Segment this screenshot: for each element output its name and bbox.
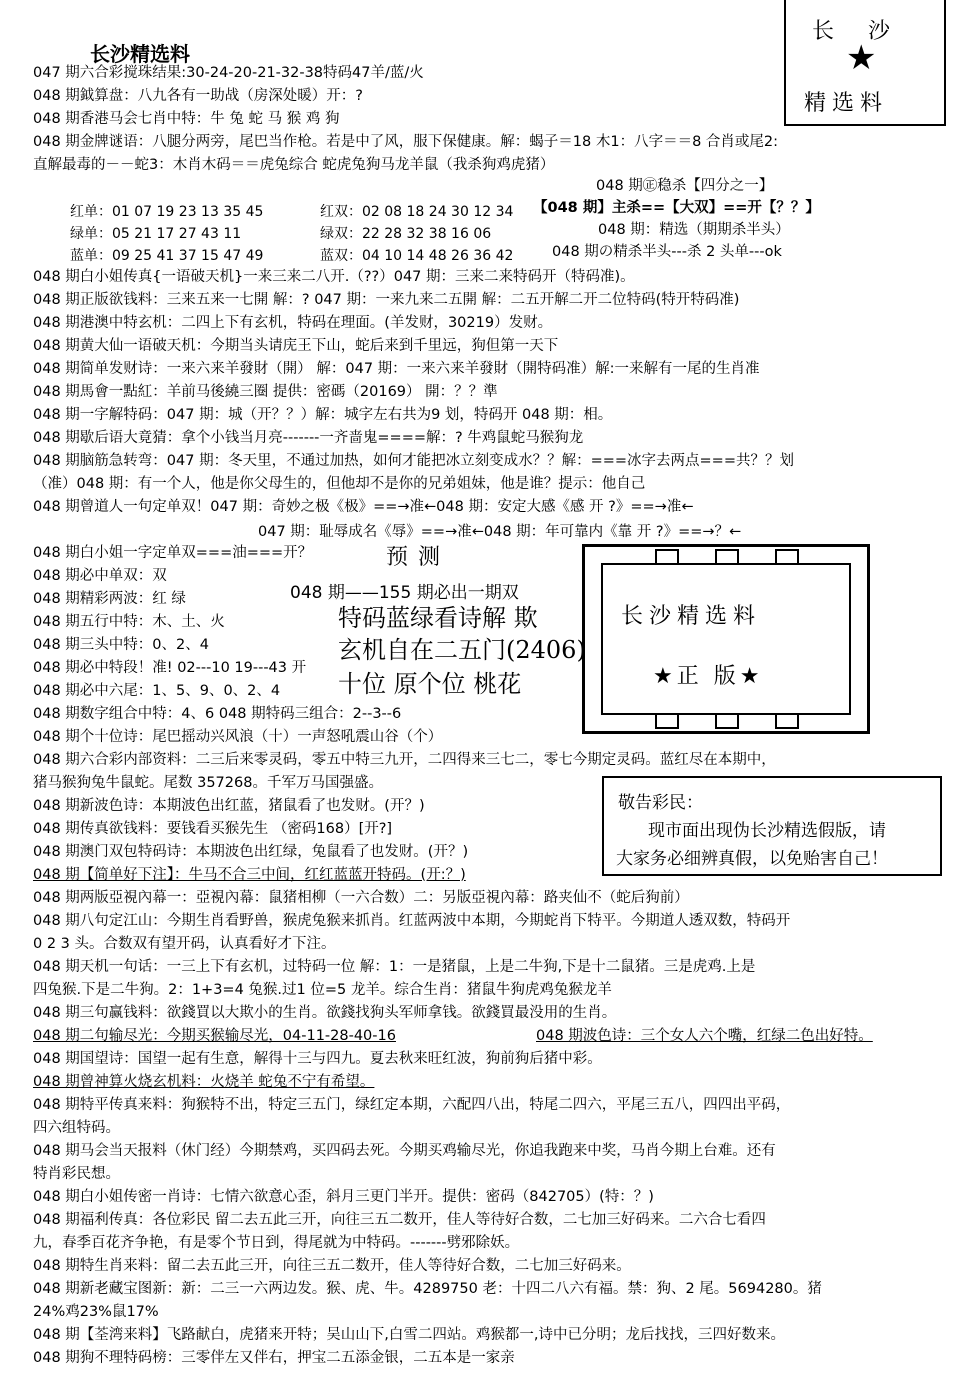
text-line: （准）048 期：有一个人，他是你父母生的，但他却不是你的兄弟姐妹，他是谁？提示：他自己: [33, 476, 646, 492]
logo-line-3: 精选料: [804, 91, 889, 116]
text-line: 048 期天机一句话：一三上下有玄机，过特码一位 解：1：一是猪鼠，上是二牛狗,下是十二鼠猪。三是虎鸡.上是: [33, 959, 756, 975]
prediction-line: 十位 原个位 桃花: [338, 670, 522, 698]
notice-box: [602, 776, 942, 876]
text-line: 048 期五行中特：木、土、火: [33, 614, 225, 630]
text-line: 048 期福利传真：各位彩民 留二去五此三开，向往三五二数开，佳人等待好合数，二七加三好码来。二六合七看四: [33, 1212, 766, 1228]
text-line: 048 期一字解特码：047 期：城（开？？）解：城字左右共为9 划，特码开 048 期：相。: [33, 407, 613, 423]
text-line: 048 期必中单双：双: [33, 568, 167, 584]
side-note: 048 期の精杀半头---杀 2 头单---ok: [552, 244, 782, 260]
side-note: 【048 期】主杀==【大双】==开【？？】: [533, 200, 820, 216]
text-line: 048 期两版亞視內幕一：亞視內幕：鼠猪相柳（一六合数）二：另版亞視內幕：路夹仙不（蛇后狗前）: [33, 890, 689, 906]
text-line: 048 期简单发财诗：一来六来羊發財（開） 解：047 期：一来六来羊發財（開特码准）解:一来解有一尾的生肖准: [33, 361, 760, 377]
edition-frame: [582, 544, 870, 734]
text-line: 四六组特码。: [33, 1120, 120, 1136]
notice-text: 大家务必细辨真假，以免贻害自己！: [616, 849, 888, 869]
text-line: 048 期澳门双包特码诗：本期波色出红绿，兔鼠看了也发财。(开？): [33, 844, 469, 860]
text-line: 猪马猴狗兔牛鼠蛇。尾数 357268。千军万马国强盛。: [33, 775, 383, 791]
text-line: 048 期港澳中特玄机：二四上下有玄机，特码在理面。(羊发财，30219）发财。: [33, 315, 553, 331]
text-line: 048 期新波色诗：本期波色出红蓝，猪鼠看了也发财。(开？): [33, 798, 425, 814]
text-line: 24%鸡23%鼠17%: [33, 1304, 159, 1320]
text-line: 048 期正版欲钱料：三来五来一七開 解：? 047 期：一来九来二五開 解：二五开解二开二位特码(特开特码准): [33, 292, 740, 308]
text-line: 048 期新老藏宝图新：新：二三一六两边发。猴、虎、牛。4289750 老：十四二八六有福。禁：狗、2 尾。5694280。猪: [33, 1281, 822, 1297]
text-line: 九，春季百花齐争艳，有是零个节日到，得尾就为中特码。-------劈邪除妖。: [33, 1235, 520, 1251]
text-line: 048 期精彩两波：红 绿: [33, 591, 186, 607]
text-line: 048 期白小姐传密一肖诗：七情六欲意心歪，斜月三更门半开。提供：密码（842705）(特：？): [33, 1189, 654, 1205]
text-line: 048 期六合彩内部资料：二三后来零灵码，零五中特三九开，二四得来三七二，零七今期定灵码。蓝红尽在本期中，: [33, 752, 776, 768]
text-line: 048 期波色诗：三个女人六个嘴，红绿二色出好特。: [536, 1028, 873, 1044]
logo-box: [784, 0, 946, 126]
text-line: 048 期个十位诗：尾巴摇动兴风浪（十）一声怒吼震山谷（个）: [33, 729, 443, 745]
prediction-line: 玄机自在二五门(2406): [338, 636, 586, 664]
text-line: 048 期曾道人一句定单双！047 期：奇妙之极《极》==→准←048 期：安定大感《感 开 ?》==→准←: [33, 499, 694, 515]
text-line: 048 期特平传真来料：狗猴特不出，特定三五门，绿红定本期，六配四八出，特尾二四六，平尾三五八，四四出平码，: [33, 1097, 791, 1113]
text-line: 048 期黄大仙一语破天机：今期当头请庑王下山，蛇后来到千里远，狗但第一天下: [33, 338, 559, 354]
code-row: 绿双：22 28 32 38 16 06: [320, 226, 492, 242]
text-line: 048 期歇后语大竟猜：拿个小钱当月亮-------一齐啬鬼====解：? 牛鸡鼠蛇马猴狗龙: [33, 430, 584, 446]
text-line: 四兔猴.下是二牛狗。2：1+3=4 兔猴.过1 位=5 龙羊。综合生肖：猪鼠牛狗虎鸡兔猴龙羊: [33, 982, 612, 998]
text-line: 048 期金牌谜语：八腿分两旁，尾巴当作枪。若是中了风，服下保健康。解：蝎子＝18 木1：八字＝＝8 合肖或尾2:: [33, 134, 779, 150]
text-line: 048 期香港马会七肖中特：牛 兔 蛇 马 猴 鸡 狗: [33, 111, 340, 127]
text-line: 048 期马会当天报料（休门经）今期禁鸡，买四码去死。今期买鸡输尽光，你追我跑来中奖，马肖今期上台难。还有: [33, 1143, 776, 1159]
text-line: 048 期馬會一點紅：羊前马後繞三圈 提供：密碼（20169） 開：？？準: [33, 384, 498, 400]
code-row: 蓝双：04 10 14 48 26 36 42: [320, 248, 514, 264]
notice-text: 现市面出现伪长沙精选假版，请: [648, 821, 886, 841]
text-line: 048 期必中特段！准! 02---10 19---43 开: [33, 660, 307, 676]
text-line: 048 期狗不理特码榜：三零伴左又伴右，押宝二五添金银，二五本是一家亲: [33, 1350, 515, 1366]
text-line: 047 期六合彩搅珠结果:30-24-20-21-32-38特码47羊/蓝/火: [33, 65, 424, 81]
logo-line-1: 长沙: [812, 19, 925, 44]
text-line: 0 2 3 头。合数双有望开码，认真看好才下注。: [33, 936, 336, 952]
text-line: 048 期白小姐一字定单双===油===开？: [33, 545, 313, 561]
text-line: 048 期白小姐传真{一语破天机}一来三来二八开.（??）047 期：三来二来特码开（特码准)。: [33, 269, 635, 285]
code-row: 蓝单：09 25 41 37 15 47 49: [70, 248, 264, 264]
text-line: 048 期三头中特：0、2、4: [33, 637, 209, 653]
text-line: 048 期必中六尾：1、5、9、0、2、4: [33, 683, 281, 699]
code-row: 红单：01 07 19 23 13 35 45: [70, 204, 264, 220]
text-line: 048 期脑筋急转弯：047 期：冬天里，不通过加热，如何才能把冰立刻变成水？？解：===冰字去两点===共？？划: [33, 453, 794, 469]
text-line: 048 期二句输尽光：今期买猴输尽光，04-11-28-40-16: [33, 1028, 396, 1044]
code-row: 绿单：05 21 17 27 43 11: [70, 226, 242, 242]
text-line: 048 期数字组合中特：4、6 048 期特码三组合：2--3--6: [33, 706, 402, 722]
prediction-title: 预测: [386, 545, 451, 570]
star-icon: ★: [846, 38, 877, 78]
text-line: 048 期鉞算盘：八九各有一助战（房深处暖）开：?: [33, 88, 363, 104]
text-line: 048 期【简单好下注】：牛马不合三中间，红红蓝蓝开特码。(开:？): [33, 867, 466, 883]
text-line: 直解最毒的－－蛇3：木肖木码＝＝虎兔综合 蛇虎兔狗马龙羊鼠（我杀狗鸡虎猪）: [33, 157, 555, 173]
text-line: 048 期三句赢钱料：欲錢買以大欺小的生肖。欲錢找狗头军师拿钱。欲錢買最没用的生肖。: [33, 1005, 617, 1021]
frame-edition: ★正 版★: [653, 664, 764, 689]
frame-title: 长沙精选料: [621, 604, 762, 629]
text-line: 047 期：耻辱成名《辱》==→准←048 期：年可靠内《靠 开 ?》==→？←: [258, 524, 742, 540]
text-line: 048 期【荃湾来料】飞路献白，虎猪来开特；吴山山下,白雪二四站。鸡猴都一,诗中已分明；龙后找找，三四好数来。: [33, 1327, 785, 1343]
text-line: 048 期特生肖来料：留二去五此三开，向往三五二数开，佳人等待好合数，二七加三好码来。: [33, 1258, 631, 1274]
text-line: 048 期国望诗：国望一起有生意，解得十三与四九。夏去秋来旺红波，狗前狗后猪中彩。: [33, 1051, 602, 1067]
notice-heading: 敬告彩民：: [618, 793, 703, 813]
prediction-subtitle: 048 期——155 期必出一期双: [290, 583, 519, 603]
text-line: 048 期传真欲钱料：要钱看买猴先生 （密码168）[开?]: [33, 821, 393, 837]
text-line: 048 期曾神算火烧玄机料：火烧羊 蛇兔不宁有希望。: [33, 1074, 375, 1090]
code-row: 红双：02 08 18 24 30 12 34: [320, 204, 514, 220]
text-line: 特肖彩民想。: [33, 1166, 120, 1182]
text-line: 048 期八句定江山：今期生肖看野兽，猴虎兔猴来抓肖。红蓝两波中本期，今期蛇肖下特平。今期道人透双数，特码开: [33, 913, 791, 929]
side-note: 048 期㊣稳杀【四分之一】: [596, 178, 774, 194]
prediction-line: 特码蓝绿看诗解 欺: [338, 604, 538, 632]
page-title: 长沙精选料: [90, 42, 190, 66]
side-note: 048 期：精选（期期杀半头）: [598, 222, 790, 238]
